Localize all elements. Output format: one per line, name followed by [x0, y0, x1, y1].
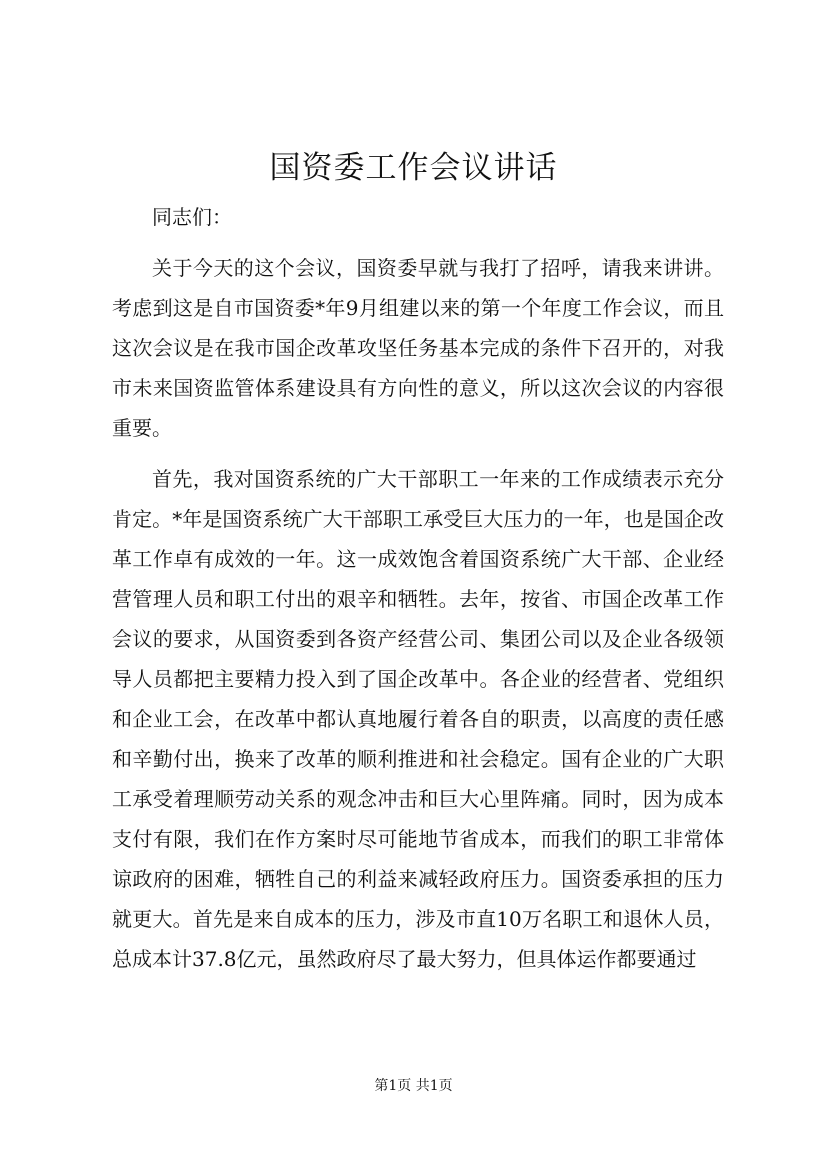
- document-title: 国资委工作会议讲话: [269, 150, 558, 186]
- paragraph-1: 关于今天的这个会议，国资委早就与我打了招呼，请我来讲讲。考虑到这是自市国资委*年9月组建以来的第一个年度工作会议，而且这次会议是在我市国企改革攻坚任务基本完成的条件下召开的，对我市未来国资监管体系建设具有方向性的意义，所以这次会议的内容很重要。: [112, 256, 724, 440]
- paragraph-2: 首先，我对国资系统的广大干部职工一年来的工作成绩表示充分肯定。*年是国资系统广大干部职工承受巨大压力的一年，也是国企改革工作卓有成效的一年。这一成效饱含着国资系统广大干部、企业经营管理人员和职工付出的艰辛和牺牲。去年，按省、市国企改革工作会议的要求，从国资委到各资产经营公司、集团公司以及企业各级领导人员都把主要精力投入到了国企改革中。各企业的经营者、党组织和企业工会，在改革中都认真地履行着各自的职责，以高度的责任感和辛勤付出，换来了改革的顺利推进和社会稳定。国有企业的广大职工承受着理顺劳动关系的观念冲击和巨大心里阵痛。同时，因为成本支付有限，我们在作方案时尽可能地节省成本，而我们的职工非常体谅政府的困难，牺牲自己的利益来减轻政府压力。国资委承担的压力就更大。首先是来自成本的压力，涉及市直10万名职工和退休人员，总成本计37.8亿元，虽然政府尽了最大努力，但具体运作都要通过: [112, 467, 724, 971]
- document-body: [112, 197, 724, 979]
- page-footer: 第1页 共1页: [374, 1078, 453, 1094]
- salutation: 同志们：: [152, 205, 232, 229]
